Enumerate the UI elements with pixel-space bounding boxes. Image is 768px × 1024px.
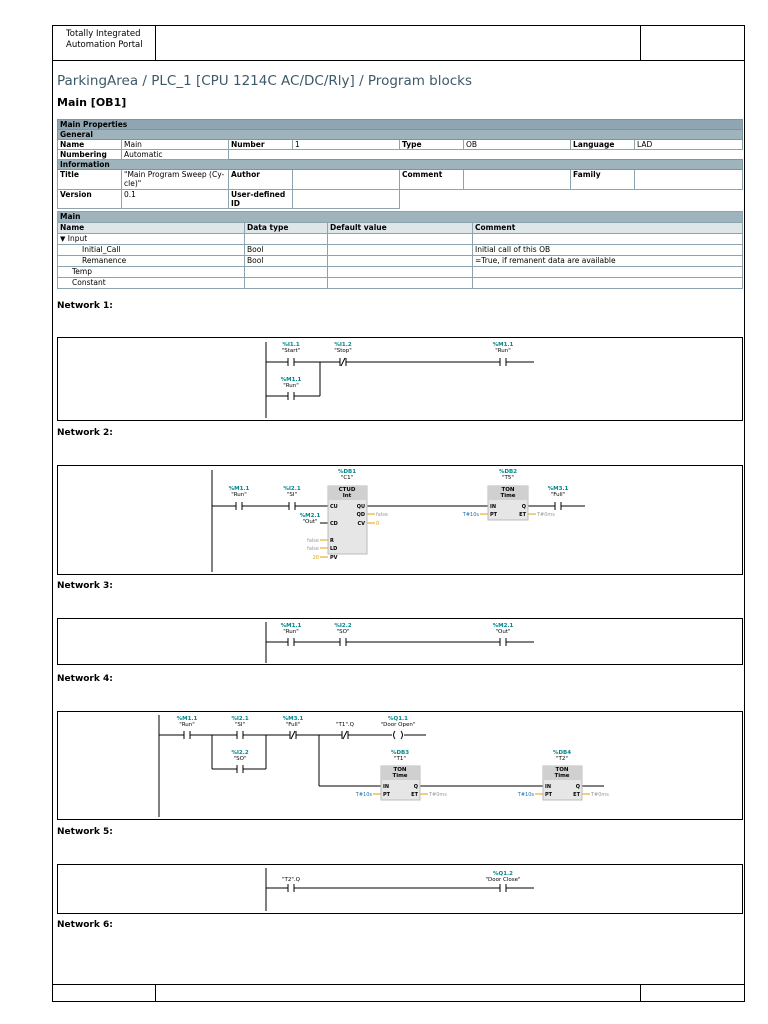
pt-value: T#10s (462, 512, 479, 518)
numbering-label: Numbering (58, 150, 122, 160)
general-section: General (58, 130, 743, 140)
title-value: "Main Program Sweep (Cy- cle)" (122, 170, 229, 190)
pin-in: IN (490, 504, 497, 510)
n1-run-addr: %M1.1 (492, 342, 514, 348)
n3-so-sym: "SO" (336, 629, 350, 635)
col-comment: Comment (473, 223, 743, 234)
pin-qu: QU (356, 504, 365, 510)
network-1[interactable] (57, 337, 743, 421)
network-3-title: Network 3: (57, 581, 113, 591)
n4-t1-type: TON (393, 767, 407, 773)
network-4[interactable] (57, 711, 743, 820)
product-name (53, 26, 156, 60)
row-default (328, 234, 473, 245)
family-value (635, 170, 743, 190)
pv-value: 20 (312, 555, 319, 561)
network-2-ladder (58, 466, 744, 576)
n4-t2-db: %DB4 (552, 750, 572, 756)
n4-so-addr: %I2.2 (231, 750, 249, 756)
page-footer (53, 984, 744, 1001)
type-label: Type (400, 140, 464, 150)
network-5[interactable] (57, 864, 743, 914)
userid-value (293, 190, 400, 209)
t1-pin-pt: PT (383, 792, 391, 798)
n2-full-sym: "Full" (550, 492, 566, 498)
n3-out-addr: %M2.1 (492, 623, 514, 629)
pin-pv: PV (330, 555, 338, 561)
t2-pin-pt: PT (545, 792, 553, 798)
version-label: Version (58, 190, 122, 209)
page-header (53, 26, 744, 61)
row-type: Bool (245, 256, 328, 267)
title-label: Title (58, 170, 122, 190)
row-name: Initial_Call (58, 245, 245, 256)
n4-t2-type: TON (555, 767, 569, 773)
n2-out-addr: %M2.1 (299, 513, 321, 519)
col-name: Name (58, 223, 245, 234)
name-value: Main (122, 140, 229, 150)
n2-ctr-inst: "C1" (340, 475, 354, 481)
row-name: Remanence (58, 256, 245, 267)
row-type (245, 267, 328, 278)
row-type (245, 278, 328, 289)
row-default (328, 245, 473, 256)
interface-section: Main (58, 212, 743, 223)
row-default (328, 278, 473, 289)
pin-qd: QD (356, 512, 365, 518)
n4-run-sym: "Run" (179, 722, 195, 728)
block-title: Main [OB1] (57, 96, 127, 109)
t1-pin-q: Q (413, 784, 418, 790)
n4-t2-dtype: Time (554, 773, 570, 779)
network-4-ladder (58, 712, 744, 821)
n2-tmr-type: TON (501, 487, 515, 493)
row-default (328, 256, 473, 267)
row-name: Constant (58, 278, 245, 289)
numbering-value: Automatic (122, 150, 229, 160)
network-2[interactable] (57, 465, 743, 575)
header-divider (640, 26, 641, 60)
n2-run-sym: "Run" (231, 492, 247, 498)
n3-so-addr: %I2.2 (334, 623, 352, 629)
network-6-title: Network 6: (57, 920, 113, 930)
n2-full-addr: %M3.1 (547, 486, 569, 492)
n1-start-sym: "Start" (281, 348, 301, 354)
expand-triangle-icon[interactable]: ▼ (60, 235, 66, 243)
n4-t1-inst: "T1" (394, 756, 406, 762)
n5-close-sym: "Door Close" (485, 877, 521, 883)
footer-divider (155, 985, 156, 1001)
n4-t1-db: %DB3 (390, 750, 410, 756)
n5-close-addr: %Q1.2 (493, 871, 513, 877)
number-label: Number (229, 140, 293, 150)
n4-t2-inst: "T2" (556, 756, 568, 762)
n3-run-addr: %M1.1 (280, 623, 302, 629)
n2-si-sym: "SI" (286, 492, 298, 498)
t1-pin-et: ET (411, 792, 418, 798)
n2-run-addr: %M1.1 (228, 486, 250, 492)
interface-row[interactable] (58, 256, 743, 267)
n2-ctr-db: %DB1 (337, 469, 357, 475)
product-line-2: Automation Portal (66, 40, 143, 50)
n2-ctr-dtype: Int (342, 493, 352, 499)
author-label: Author (229, 170, 293, 190)
n4-full-addr: %M3.1 (282, 716, 304, 722)
family-label: Family (571, 170, 635, 190)
row-type (245, 234, 328, 245)
properties-table (57, 119, 743, 209)
n4-t1q: "T1".Q (336, 722, 354, 728)
pin-cu: CU (330, 504, 338, 510)
et-value: T#0ms (537, 512, 555, 518)
interface-row[interactable] (58, 234, 743, 245)
row-comment: Initial call of this OB (473, 245, 743, 256)
col-datatype: Data type (245, 223, 328, 234)
n2-ctr-type: CTUD (338, 487, 356, 493)
n4-so-sym: "SO" (233, 756, 247, 762)
t1-pt-value: T#10s (355, 792, 372, 798)
t2-pin-in: IN (545, 784, 552, 790)
row-comment (473, 278, 743, 289)
interface-row[interactable] (58, 267, 743, 278)
pin-r: R (330, 538, 334, 544)
n2-tmr-inst: "T5" (502, 475, 514, 481)
userid-label: User-defined ID (229, 190, 293, 209)
n2-tmr-db: %DB2 (498, 469, 518, 475)
network-3[interactable] (57, 618, 743, 665)
n1-hold-addr: %M1.1 (280, 377, 302, 383)
pin-ld: LD (330, 546, 338, 552)
network-1-title: Network 1: (57, 301, 113, 311)
author-value (293, 170, 400, 190)
n4-full-sym: "Full" (285, 722, 301, 728)
row-name: Temp (58, 267, 245, 278)
pin-pt: PT (490, 512, 498, 518)
t1-et-value: T#0ms (429, 792, 447, 798)
pin-q: Q (521, 504, 526, 510)
r-value: false (307, 538, 319, 544)
breadcrumb: ParkingArea / PLC_1 [CPU 1214C AC/DC/Rly] / Program blocks (57, 73, 473, 89)
pin-et: ET (519, 512, 526, 518)
n1-stop-addr: %I1.2 (334, 342, 352, 348)
pin-cv: CV (357, 521, 365, 527)
network-2-title: Network 2: (57, 428, 113, 438)
n2-tmr-dtype: Time (500, 493, 516, 499)
n4-si-addr: %I2.1 (231, 716, 249, 722)
n4-door-sym: "Door Open" (380, 722, 416, 728)
n3-run-sym: "Run" (283, 629, 299, 635)
col-default: Default value (328, 223, 473, 234)
row-name: Input (67, 234, 88, 243)
type-value: OB (464, 140, 571, 150)
information-section: Information (58, 160, 743, 170)
row-comment (473, 267, 743, 278)
network-1-ladder (58, 338, 744, 422)
document-page (52, 25, 745, 1002)
row-comment: =True, if remanent data are available (473, 256, 743, 267)
row-type: Bool (245, 245, 328, 256)
language-label: Language (571, 140, 635, 150)
n2-si-addr: %I2.1 (283, 486, 301, 492)
t2-et-value: T#0ms (591, 792, 609, 798)
network-4-title: Network 4: (57, 674, 113, 684)
comment-label: Comment (400, 170, 464, 190)
n4-door-addr: %Q1.1 (388, 716, 408, 722)
footer-divider (640, 985, 641, 1001)
n1-stop-sym: "Stop" (334, 348, 352, 354)
row-default (328, 267, 473, 278)
qd-value: false (376, 512, 388, 518)
n3-out-sym: "Out" (495, 629, 511, 635)
n2-out-sym: "Out" (302, 519, 318, 525)
t2-pt-value: T#10s (517, 792, 534, 798)
language-value: LAD (635, 140, 743, 150)
product-line-1: Totally Integrated (66, 29, 141, 39)
comment-value (464, 170, 571, 190)
ld-value: false (307, 546, 319, 552)
n4-si-sym: "SI" (234, 722, 246, 728)
n5-t2q: "T2".Q (282, 877, 300, 883)
name-label: Name (58, 140, 122, 150)
interface-table (57, 211, 743, 289)
n1-start-addr: %I1.1 (282, 342, 300, 348)
n4-t1-dtype: Time (392, 773, 408, 779)
row-comment (473, 234, 743, 245)
n4-run-addr: %M1.1 (176, 716, 198, 722)
network-3-ladder (58, 619, 744, 666)
pin-cd: CD (330, 521, 338, 527)
cv-value: 0 (376, 521, 380, 527)
t1-pin-in: IN (383, 784, 390, 790)
interface-row[interactable] (58, 245, 743, 256)
t2-pin-et: ET (573, 792, 580, 798)
n1-hold-sym: "Run" (283, 383, 299, 389)
network-5-title: Network 5: (57, 827, 113, 837)
interface-row[interactable] (58, 278, 743, 289)
n1-run-sym: "Run" (495, 348, 511, 354)
number-value: 1 (293, 140, 400, 150)
t2-pin-q: Q (575, 784, 580, 790)
properties-section: Main Properties (58, 120, 743, 130)
network-5-ladder (58, 865, 744, 915)
version-value: 0.1 (122, 190, 229, 209)
